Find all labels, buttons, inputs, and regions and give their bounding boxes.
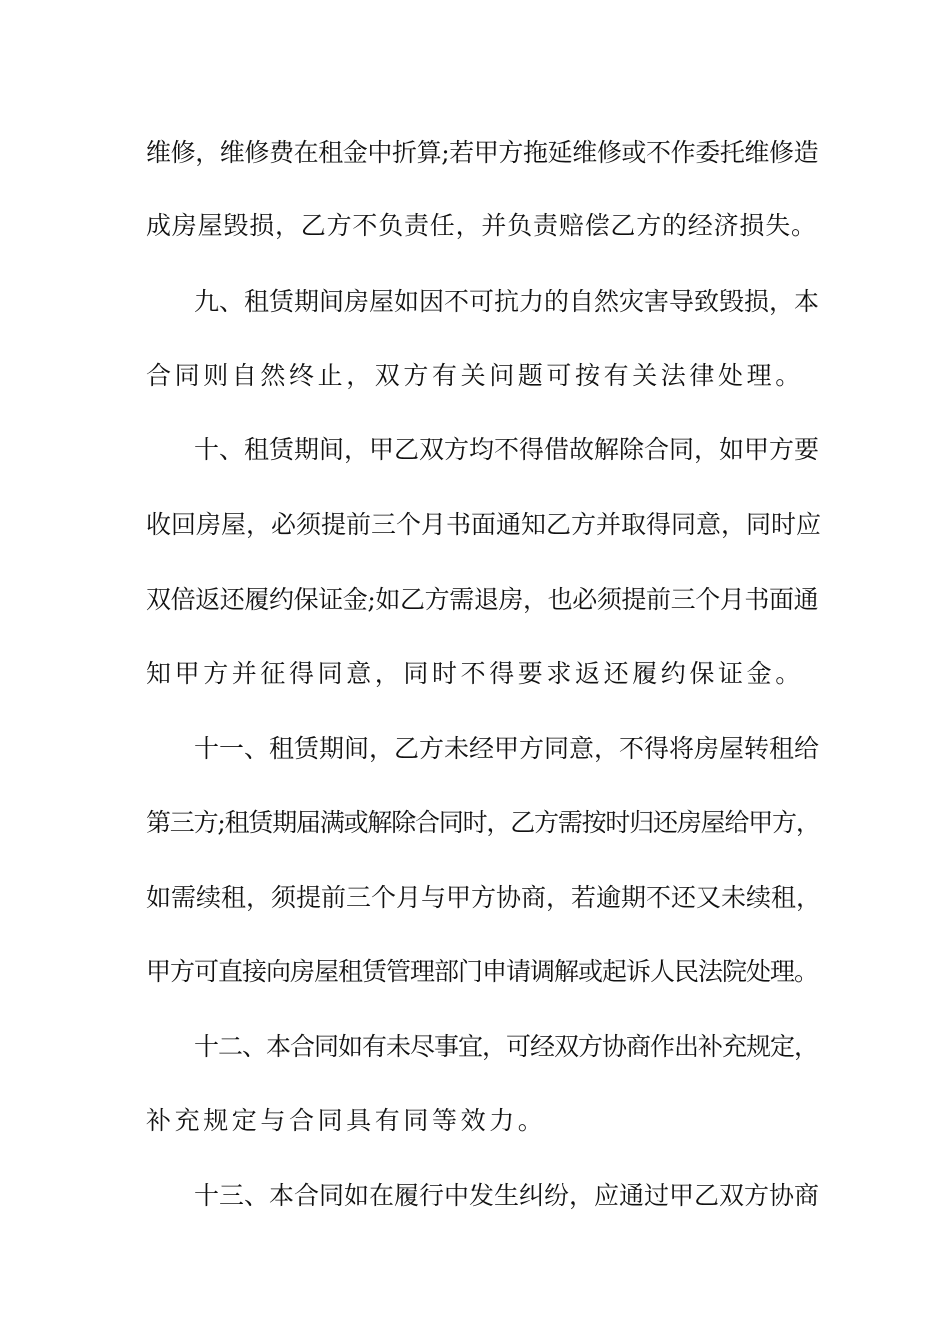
paragraph-start-line: 十二、本合同如有未尽事宜，可经双方协商作出补充规定，: [194, 1032, 819, 1061]
text-line: 知甲方并征得同意，同时不得要求返还履约保证金。: [146, 659, 804, 688]
text-line: 甲方可直接向房屋租赁管理部门申请调解或起诉人民法院处理。: [146, 957, 819, 986]
text-line: 双倍返还履约保证金;如乙方需退房，也必须提前三个月书面通: [146, 585, 819, 614]
text-line: 维修，维修费在租金中折算;若甲方拖延维修或不作委托维修造: [146, 138, 819, 167]
paragraph-start-line: 十一、租赁期间，乙方未经甲方同意，不得将房屋转租给: [194, 734, 820, 763]
paragraph-start-line: 十三、本合同如在履行中发生纠纷，应通过甲乙双方协商: [194, 1181, 820, 1210]
text-line: 如需续租，须提前三个月与甲方协商，若逾期不还又未续租，: [146, 883, 822, 912]
text-line: 补充规定与合同具有同等效力。: [146, 1106, 547, 1135]
paragraph-start-line: 九、租赁期间房屋如因不可抗力的自然灾害导致毁损，本: [194, 287, 820, 316]
text-line: 成房屋毁损，乙方不负责任，并负责赔偿乙方的经济损失。: [146, 211, 817, 240]
paragraph-start-line: 十、租赁期间，甲乙双方均不得借故解除合同，如甲方要: [194, 435, 820, 464]
text-line: 合同则自然终止，双方有关问题可按有关法律处理。: [146, 361, 804, 390]
text-line: 收回房屋，必须提前三个月书面通知乙方并取得同意，同时应: [146, 510, 822, 539]
text-line: 第三方;租赁期届满或解除合同时，乙方需按时归还房屋给甲方，: [146, 808, 820, 837]
